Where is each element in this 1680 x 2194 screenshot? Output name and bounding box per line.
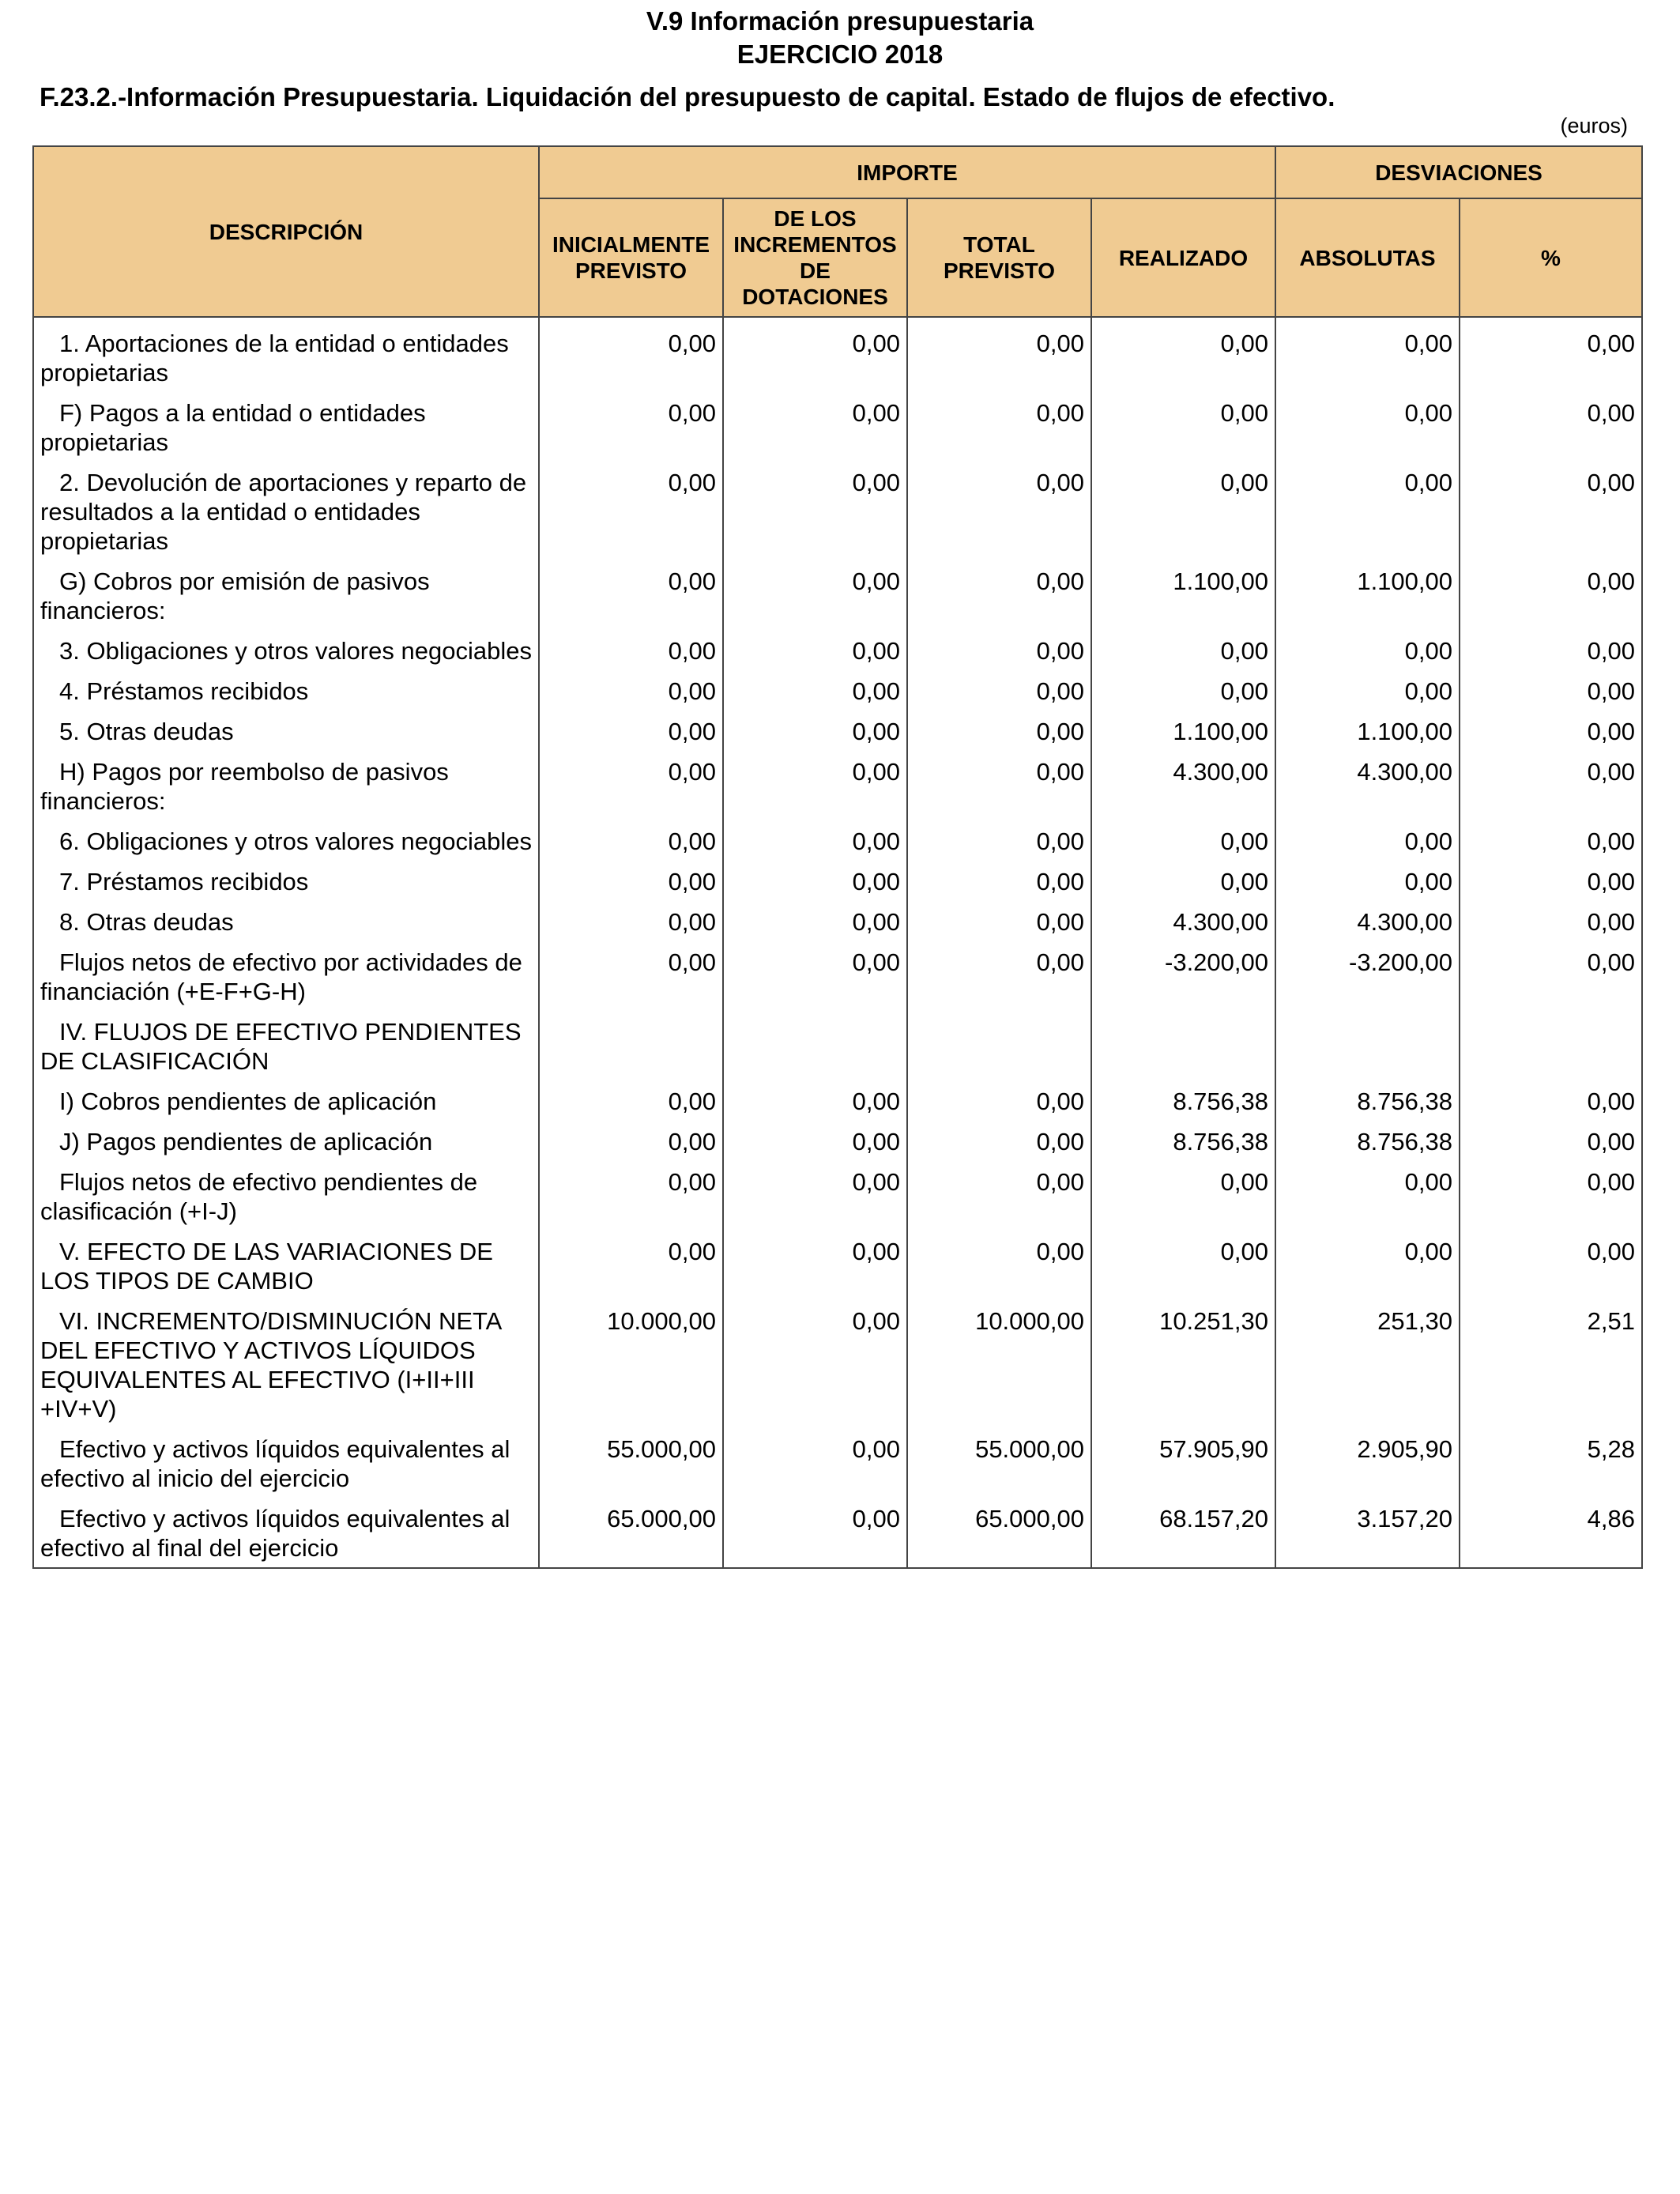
cell-realizado: 0,00 [1091, 1226, 1275, 1295]
cell-absolutas: 0,00 [1275, 457, 1460, 556]
cell-total-previsto [907, 1006, 1091, 1076]
cell-porcentaje: 0,00 [1460, 746, 1642, 816]
table-row [33, 706, 1642, 746]
cell-porcentaje: 0,00 [1460, 706, 1642, 746]
cell-total-previsto: 0,00 [907, 856, 1091, 896]
row-description: F) Pagos a la entidad o entidades propietarias [33, 387, 539, 457]
table-row [33, 1423, 1642, 1493]
table-row [33, 1295, 1642, 1423]
cell-porcentaje: 0,00 [1460, 1156, 1642, 1226]
cell-absolutas: 0,00 [1275, 317, 1460, 387]
cell-total-previsto: 0,00 [907, 746, 1091, 816]
cell-inicialmente-previsto: 0,00 [539, 625, 723, 665]
table-row [33, 1226, 1642, 1295]
cell-total-previsto: 0,00 [907, 1156, 1091, 1226]
cell-absolutas: 0,00 [1275, 387, 1460, 457]
cell-realizado: 0,00 [1091, 665, 1275, 706]
row-description: I) Cobros pendientes de aplicación [33, 1076, 539, 1116]
cell-absolutas: -3.200,00 [1275, 937, 1460, 1006]
cell-porcentaje: 5,28 [1460, 1423, 1642, 1493]
cell-absolutas: 251,30 [1275, 1295, 1460, 1423]
cell-incrementos-dotaciones: 0,00 [723, 816, 907, 856]
cell-realizado: 4.300,00 [1091, 746, 1275, 816]
cell-total-previsto: 0,00 [907, 896, 1091, 937]
cell-porcentaje: 0,00 [1460, 816, 1642, 856]
header-importe: IMPORTE [539, 146, 1275, 198]
cell-inicialmente-previsto: 0,00 [539, 387, 723, 457]
cell-porcentaje: 2,51 [1460, 1295, 1642, 1423]
cell-incrementos-dotaciones: 0,00 [723, 387, 907, 457]
row-description: 4. Préstamos recibidos [33, 665, 539, 706]
cell-inicialmente-previsto: 0,00 [539, 457, 723, 556]
cell-realizado: 57.905,90 [1091, 1423, 1275, 1493]
cell-absolutas: 3.157,20 [1275, 1493, 1460, 1568]
row-description: 6. Obligaciones y otros valores negociables [33, 816, 539, 856]
cell-total-previsto: 65.000,00 [907, 1493, 1091, 1568]
table-row [33, 896, 1642, 937]
table-row [33, 1006, 1642, 1076]
cell-inicialmente-previsto: 0,00 [539, 1076, 723, 1116]
cell-realizado: 0,00 [1091, 1156, 1275, 1226]
table-row [33, 1156, 1642, 1226]
cell-absolutas: 4.300,00 [1275, 746, 1460, 816]
table-row [33, 856, 1642, 896]
cell-absolutas [1275, 1006, 1460, 1076]
cell-absolutas: 0,00 [1275, 665, 1460, 706]
cell-porcentaje: 4,86 [1460, 1493, 1642, 1568]
cell-realizado: 0,00 [1091, 387, 1275, 457]
cell-incrementos-dotaciones: 0,00 [723, 1116, 907, 1156]
cell-inicialmente-previsto: 0,00 [539, 937, 723, 1006]
document-title [0, 5, 1680, 71]
cell-incrementos-dotaciones: 0,00 [723, 556, 907, 625]
cell-porcentaje: 0,00 [1460, 625, 1642, 665]
cell-absolutas: 8.756,38 [1275, 1076, 1460, 1116]
cell-incrementos-dotaciones [723, 1006, 907, 1076]
cell-incrementos-dotaciones: 0,00 [723, 1423, 907, 1493]
cell-total-previsto: 0,00 [907, 457, 1091, 556]
table-row [33, 556, 1642, 625]
table-body [33, 317, 1642, 1568]
cell-incrementos-dotaciones: 0,00 [723, 1295, 907, 1423]
cell-inicialmente-previsto: 0,00 [539, 816, 723, 856]
cell-total-previsto: 0,00 [907, 665, 1091, 706]
table-row [33, 457, 1642, 556]
cell-incrementos-dotaciones: 0,00 [723, 457, 907, 556]
cell-absolutas: 1.100,00 [1275, 556, 1460, 625]
cell-realizado: -3.200,00 [1091, 937, 1275, 1006]
row-description: IV. FLUJOS DE EFECTIVO PENDIENTES DE CLASIFICACIÓN [33, 1006, 539, 1076]
cell-inicialmente-previsto: 0,00 [539, 896, 723, 937]
cell-inicialmente-previsto: 0,00 [539, 665, 723, 706]
row-description: H) Pagos por reembolso de pasivos financieros: [33, 746, 539, 816]
row-description: J) Pagos pendientes de aplicación [33, 1116, 539, 1156]
cell-porcentaje [1460, 1006, 1642, 1076]
cell-inicialmente-previsto: 0,00 [539, 317, 723, 387]
cell-realizado: 0,00 [1091, 816, 1275, 856]
cell-inicialmente-previsto: 0,00 [539, 1116, 723, 1156]
row-description: Flujos netos de efectivo por actividades de financiación (+E-F+G-H) [33, 937, 539, 1006]
row-description: 7. Préstamos recibidos [33, 856, 539, 896]
cell-incrementos-dotaciones: 0,00 [723, 896, 907, 937]
cell-porcentaje: 0,00 [1460, 665, 1642, 706]
row-description: 5. Otras deudas [33, 706, 539, 746]
cell-incrementos-dotaciones: 0,00 [723, 317, 907, 387]
table-row [33, 1493, 1642, 1568]
units-label: (euros) [1560, 114, 1628, 138]
cell-total-previsto: 0,00 [907, 1116, 1091, 1156]
table-row [33, 665, 1642, 706]
title-line-1: V.9 Información presupuestaria [646, 6, 1034, 36]
row-description: V. EFECTO DE LAS VARIACIONES DE LOS TIPOS DE CAMBIO [33, 1226, 539, 1295]
cell-porcentaje: 0,00 [1460, 896, 1642, 937]
cell-incrementos-dotaciones: 0,00 [723, 1226, 907, 1295]
header-desviaciones: DESVIACIONES [1275, 146, 1642, 198]
cell-incrementos-dotaciones: 0,00 [723, 856, 907, 896]
cell-inicialmente-previsto: 55.000,00 [539, 1423, 723, 1493]
table-row [33, 317, 1642, 387]
cell-inicialmente-previsto: 65.000,00 [539, 1493, 723, 1568]
table-row [33, 746, 1642, 816]
header-absolutas: ABSOLUTAS [1275, 198, 1460, 317]
cell-absolutas: 0,00 [1275, 625, 1460, 665]
table-row [33, 625, 1642, 665]
row-description: VI. INCREMENTO/DISMINUCIÓN NETA DEL EFECTIVO Y ACTIVOS LÍQUIDOS EQUIVALENTES AL EFECTIVO (I+II+III +IV+V) [33, 1295, 539, 1423]
cell-incrementos-dotaciones: 0,00 [723, 746, 907, 816]
cell-porcentaje: 0,00 [1460, 937, 1642, 1006]
cell-inicialmente-previsto: 0,00 [539, 856, 723, 896]
cell-total-previsto: 0,00 [907, 556, 1091, 625]
cell-incrementos-dotaciones: 0,00 [723, 937, 907, 1006]
header-inicialmente-previsto: INICIALMENTE PREVISTO [539, 198, 723, 317]
cell-porcentaje: 0,00 [1460, 317, 1642, 387]
header-incrementos-dotaciones: DE LOS INCREMENTOS DE DOTACIONES [723, 198, 907, 317]
row-description: Efectivo y activos líquidos equivalentes al efectivo al inicio del ejercicio [33, 1423, 539, 1493]
cell-porcentaje: 0,00 [1460, 387, 1642, 457]
title-line-2: EJERCICIO 2018 [736, 40, 944, 69]
cell-total-previsto: 0,00 [907, 387, 1091, 457]
cell-absolutas: 0,00 [1275, 1156, 1460, 1226]
header-descripcion: DESCRIPCIÓN [33, 146, 539, 317]
cell-incrementos-dotaciones: 0,00 [723, 665, 907, 706]
row-description: 2. Devolución de aportaciones y reparto de resultados a la entidad o entidades propietarias [33, 457, 539, 556]
cell-realizado: 0,00 [1091, 317, 1275, 387]
table-row [33, 1116, 1642, 1156]
cell-realizado: 8.756,38 [1091, 1116, 1275, 1156]
cell-total-previsto: 0,00 [907, 317, 1091, 387]
cell-absolutas: 8.756,38 [1275, 1116, 1460, 1156]
header-total-previsto: TOTAL PREVISTO [907, 198, 1091, 317]
cell-realizado: 0,00 [1091, 457, 1275, 556]
cell-realizado: 68.157,20 [1091, 1493, 1275, 1568]
cell-realizado: 10.251,30 [1091, 1295, 1275, 1423]
cell-realizado: 4.300,00 [1091, 896, 1275, 937]
cell-incrementos-dotaciones: 0,00 [723, 625, 907, 665]
table-row [33, 1076, 1642, 1116]
cell-realizado: 1.100,00 [1091, 706, 1275, 746]
row-description: Flujos netos de efectivo pendientes de clasificación (+I-J) [33, 1156, 539, 1226]
cell-porcentaje: 0,00 [1460, 1076, 1642, 1116]
cell-realizado: 8.756,38 [1091, 1076, 1275, 1116]
cell-incrementos-dotaciones: 0,00 [723, 1493, 907, 1568]
cell-inicialmente-previsto: 10.000,00 [539, 1295, 723, 1423]
cell-inicialmente-previsto: 0,00 [539, 1226, 723, 1295]
table-row [33, 937, 1642, 1006]
cell-realizado: 0,00 [1091, 856, 1275, 896]
cell-realizado [1091, 1006, 1275, 1076]
cell-incrementos-dotaciones: 0,00 [723, 1156, 907, 1226]
cell-porcentaje: 0,00 [1460, 1116, 1642, 1156]
cell-absolutas: 4.300,00 [1275, 896, 1460, 937]
cell-inicialmente-previsto: 0,00 [539, 556, 723, 625]
cell-realizado: 0,00 [1091, 625, 1275, 665]
cell-realizado: 1.100,00 [1091, 556, 1275, 625]
cell-porcentaje: 0,00 [1460, 457, 1642, 556]
cell-absolutas: 1.100,00 [1275, 706, 1460, 746]
table-row [33, 387, 1642, 457]
cell-total-previsto: 0,00 [907, 706, 1091, 746]
cell-porcentaje: 0,00 [1460, 1226, 1642, 1295]
cell-absolutas: 2.905,90 [1275, 1423, 1460, 1493]
cell-inicialmente-previsto: 0,00 [539, 746, 723, 816]
cell-total-previsto: 0,00 [907, 816, 1091, 856]
cell-absolutas: 0,00 [1275, 816, 1460, 856]
cell-total-previsto: 10.000,00 [907, 1295, 1091, 1423]
document-subtitle: F.23.2.-Información Presupuestaria. Liquidación del presupuesto de capital. Estado de flujos de efectivo. [40, 82, 1335, 111]
cell-absolutas: 0,00 [1275, 1226, 1460, 1295]
header-realizado: REALIZADO [1091, 198, 1275, 317]
budget-table [32, 145, 1643, 1569]
row-description: 3. Obligaciones y otros valores negociables [33, 625, 539, 665]
cell-total-previsto: 55.000,00 [907, 1423, 1091, 1493]
cell-inicialmente-previsto: 0,00 [539, 1156, 723, 1226]
header-porcentaje: % [1460, 198, 1642, 317]
cell-total-previsto: 0,00 [907, 937, 1091, 1006]
cell-total-previsto: 0,00 [907, 1226, 1091, 1295]
row-description: G) Cobros por emisión de pasivos financieros: [33, 556, 539, 625]
cell-incrementos-dotaciones: 0,00 [723, 706, 907, 746]
row-description: 1. Aportaciones de la entidad o entidades propietarias [33, 317, 539, 387]
row-description: 8. Otras deudas [33, 896, 539, 937]
cell-total-previsto: 0,00 [907, 1076, 1091, 1116]
cell-porcentaje: 0,00 [1460, 856, 1642, 896]
table-row [33, 816, 1642, 856]
cell-porcentaje: 0,00 [1460, 556, 1642, 625]
row-description: Efectivo y activos líquidos equivalentes al efectivo al final del ejercicio [33, 1493, 539, 1568]
cell-incrementos-dotaciones: 0,00 [723, 1076, 907, 1116]
cell-absolutas: 0,00 [1275, 856, 1460, 896]
cell-total-previsto: 0,00 [907, 625, 1091, 665]
cell-inicialmente-previsto [539, 1006, 723, 1076]
cell-inicialmente-previsto: 0,00 [539, 706, 723, 746]
